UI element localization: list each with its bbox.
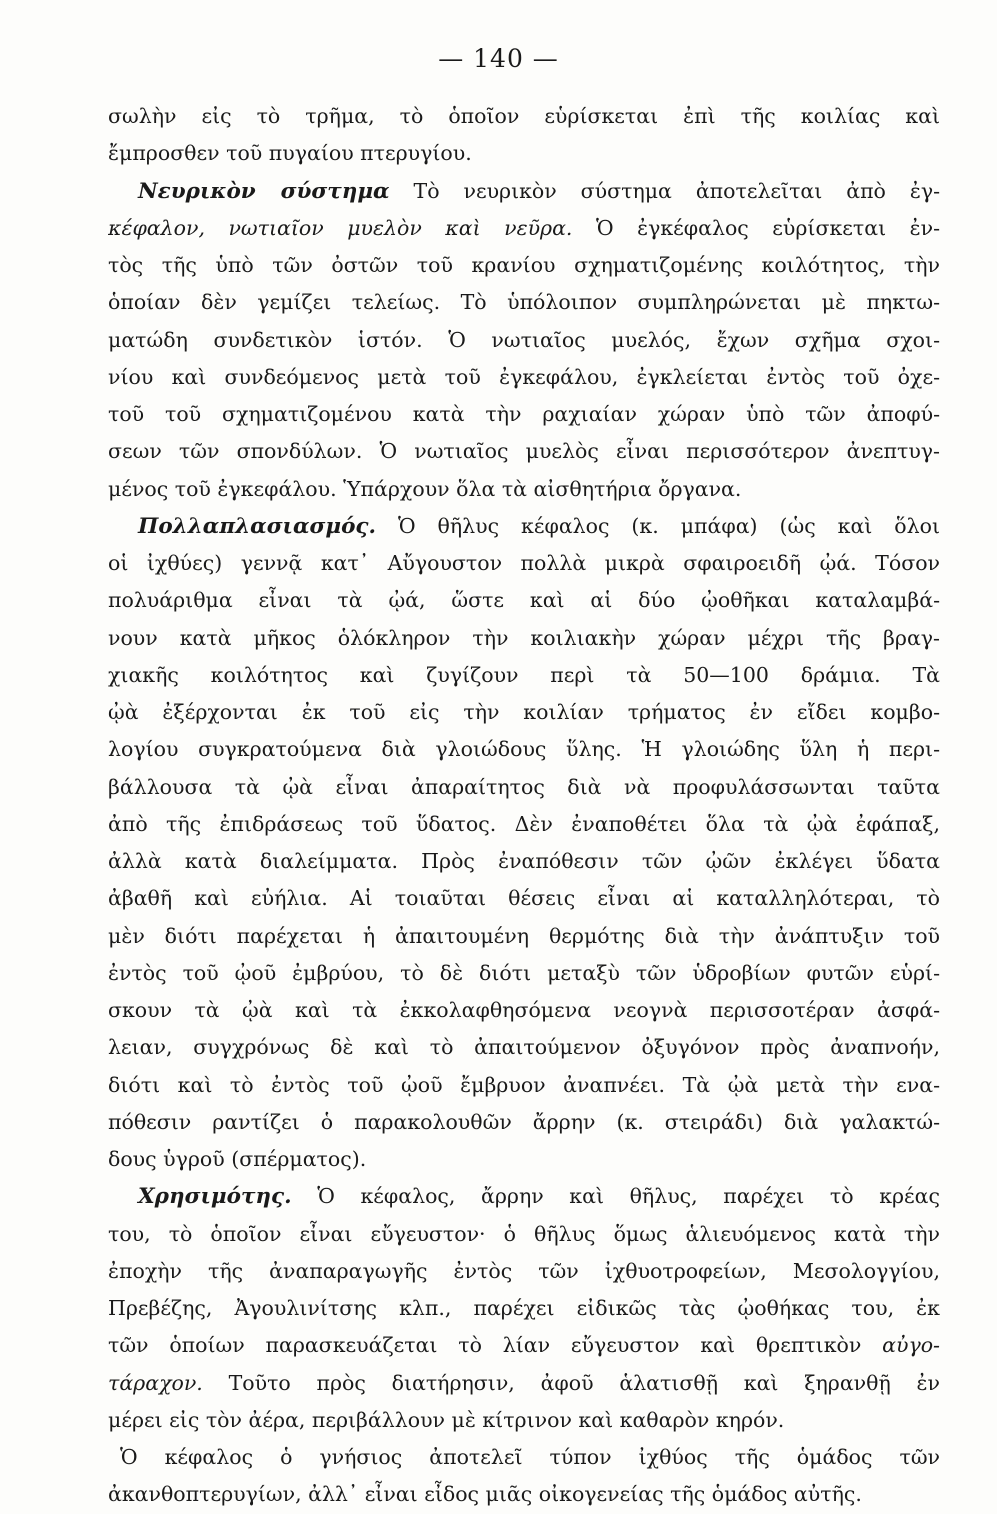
line-text: λογίου συγκρατούμενα διὰ γλοιώδους ὕλης. Ἡ γλοιώδης ὕλη ἡ περι- <box>108 737 940 762</box>
text-line <box>108 582 940 619</box>
line-text: πολυάριθμα εἶναι τὰ ᾠά, ὥστε καὶ αἱ δύο ᾠοθῆκαι καταλαμβά- <box>108 588 940 613</box>
text-line <box>108 210 940 247</box>
text-line <box>108 1029 940 1066</box>
page-number: — 140 — <box>438 44 559 73</box>
text-line <box>108 98 940 135</box>
text-line <box>108 694 940 731</box>
section-heading: Πολλαπλασιασμός. <box>138 513 377 539</box>
section-heading: Νευρικὸν σύστημα <box>138 178 390 204</box>
line-text: οἱ ἰχθύες) γεννᾷ κατ᾽ Αὔγουστον πολλὰ μικρὰ σφαιροειδῆ ᾠά. Τόσον <box>108 551 940 575</box>
line-text: Ὁ θῆλυς κέφαλος (κ. μπάφα) (ὡς καὶ ὅλοι <box>397 513 940 538</box>
text-line <box>108 322 940 359</box>
line-text: σκουν τὰ ᾠὰ καὶ τὰ ἐκκολαφθησόμενα νεογνὰ περισσοτέραν ἀσφά- <box>108 998 940 1022</box>
line-text: σεων τῶν σπονδύλων. Ὁ νωτιαῖος μυελὸς εἶναι περισσότερον ἀνεπτυγ- <box>108 439 940 464</box>
line-text: Τοῦτο πρὸς διατήρησιν, ἀφοῦ ἁλατισθῇ καὶ ξηρανθῇ ἐν <box>228 1370 940 1395</box>
body-text <box>108 98 940 1514</box>
text-line <box>108 284 940 321</box>
text-line <box>108 1476 940 1513</box>
line-text: ἐντὸς τοῦ ᾠοῦ ἐμβρύου, τὸ δὲ διότι μεταξὺ τῶν ὑδροβίων φυτῶν εὑρί- <box>108 960 940 985</box>
text-line <box>108 806 940 843</box>
line-text: τοῦ τοῦ σχηματιζομένου κατὰ τὴν ραχιαίαν χώραν ὑπὸ τῶν ἀποφύ- <box>108 402 940 426</box>
text-line <box>108 1104 940 1141</box>
line-text: ἔμπροσθεν τοῦ πυγαίου πτερυγίου. <box>108 141 472 166</box>
text-line <box>108 396 940 433</box>
text-line <box>108 1178 940 1215</box>
text-line <box>108 955 940 992</box>
line-text: ματώδη συνδετικὸν ἱστόν. Ὁ νωτιαῖος μυελός, ἔχων σχῆμα σχοι- <box>108 327 940 352</box>
line-text: μὲν διότι παρέχεται ἡ ἀπαιτουμένη θερμότης διὰ τὴν ἀνάπτυξιν τοῦ <box>108 923 940 948</box>
line-text: του, τὸ ὁποῖον εἶναι εὔγευστον· ὁ θῆλυς ὅμως ἁλιευόμενος κατὰ τὴν <box>108 1221 940 1246</box>
text-line <box>108 1439 940 1476</box>
line-text: Πρεβέζης, Ἀγουλινίτσης κλπ., παρέχει εἰδικῶς τὰς ᾠοθήκας του, ἐκ <box>108 1296 940 1320</box>
text-line <box>108 359 940 396</box>
line-text: ἐποχὴν τῆς ἀναπαραγωγῆς ἐντὸς τῶν ἰχθυοτροφείων, Μεσολογγίου, <box>108 1258 940 1283</box>
text-line <box>108 1290 940 1327</box>
text-line <box>108 1141 940 1178</box>
line-text: νουν κατὰ μῆκος ὁλόκληρον τὴν κοιλιακὴν χώραν μέχρι τῆς βραγ- <box>108 625 940 650</box>
line-text: βάλλουσα τὰ ᾠὰ εἶναι ἀπαραίτητος διὰ νὰ προφυλάσσωνται ταῦτα <box>108 774 940 799</box>
text-line <box>108 1402 940 1439</box>
line-text: μέρει εἰς τὸν ἀέρα, περιβάλλουν μὲ κίτρινον καὶ καθαρὸν κηρόν. <box>108 1407 785 1432</box>
line-text: Ὁ κέφαλος, ἄρρην καὶ θῆλυς, παρέχει τὸ κρέας <box>317 1184 940 1209</box>
line-text: νίου καὶ συνδεόμενος μετὰ τοῦ ἐγκεφάλου, ἐγκλείεται ἐντὸς τοῦ ὀχε- <box>108 364 940 389</box>
text-line <box>108 880 940 917</box>
text-line <box>108 433 940 470</box>
text-line <box>108 1327 940 1364</box>
text-line <box>108 1253 940 1290</box>
italic-term: αὐγο- <box>882 1333 940 1358</box>
text-line <box>108 173 940 210</box>
line-text: μένος τοῦ ἐγκεφάλου. Ὑπάρχουν ὅλα τὰ αἰσθητήρια ὄργανα. <box>108 476 742 501</box>
line-text: χιακῆς κοιλότητος καὶ ζυγίζουν περὶ τὰ 50—100 δράμια. Τὰ <box>108 662 940 687</box>
line-text: τὸς τῆς ὑπὸ τῶν ὀστῶν τοῦ κρανίου σχηματιζομένης κοιλότητος, τὴν <box>108 253 940 277</box>
line-text: λειαν, συγχρόνως δὲ καὶ τὸ ἀπαιτούμενον ὀξυγόνον πρὸς ἀναπνοήν, <box>108 1035 940 1060</box>
text-line <box>108 918 940 955</box>
line-text: ᾠὰ ἐξέρχονται ἐκ τοῦ εἰς τὴν κοιλίαν τρήματος ἐν εἴδει κομβο- <box>108 700 940 724</box>
text-line <box>108 1216 940 1253</box>
line-text: σωλὴν εἰς τὸ τρῆμα, τὸ ὁποῖον εὑρίσκεται ἐπὶ τῆς κοιλίας καὶ <box>108 104 940 128</box>
line-text: δους ὑγροῦ (σπέρματος). <box>108 1147 367 1171</box>
line-text: ὁποίαν δὲν γεμίζει τελείως. Τὸ ὑπόλοιπον συμπληρώνεται μὲ πηκτω- <box>108 290 940 315</box>
text-line <box>108 508 940 545</box>
text-line <box>108 471 940 508</box>
text-line <box>108 769 940 806</box>
text-line <box>108 657 940 694</box>
text-line <box>108 1365 940 1402</box>
text-line <box>108 135 940 172</box>
line-text: Τὸ νευρικὸν σύστημα ἀποτελεῖται ἀπὸ ἐγ- <box>413 178 940 203</box>
italic-term: τάραχον. <box>108 1370 203 1395</box>
line-text: πόθεσιν ραντίζει ὁ παρακολουθῶν ἄρρην (κ. στειράδι) διὰ γαλακτώ- <box>108 1109 940 1134</box>
line-text: ἀλλὰ κατὰ διαλείμματα. Πρὸς ἐναπόθεσιν τῶν ᾠῶν ἐκλέγει ὕδατα <box>108 849 940 873</box>
text-line <box>108 545 940 582</box>
line-text: Ὁ ἐγκέφαλος εὑρίσκεται ἐν- <box>595 215 940 240</box>
line-text: ἀκανθοπτερυγίων, ἀλλ᾽ εἶναι εἶδος μιᾶς οἰκογενείας τῆς ὁμάδος αὐτῆς. <box>108 1482 862 1507</box>
italic-term: κέφαλον, νωτιαῖον μυελὸν καὶ νεῦρα. <box>108 215 573 240</box>
text-line <box>108 247 940 284</box>
line-text: Ὁ κέφαλος ὁ γνήσιος ἀποτελεῖ τύπον ἰχθύος τῆς ὁμάδος τῶν <box>120 1445 940 1469</box>
line-text: διότι καὶ τὸ ἐντὸς τοῦ ᾠοῦ ἔμβρυον ἀναπνέει. Τὰ ᾠὰ μετὰ τὴν ενα- <box>108 1072 940 1097</box>
line-text: τῶν ὁποίων παρασκευάζεται τὸ λίαν εὔγευστον καὶ θρεπτικὸν <box>108 1333 862 1358</box>
text-line <box>108 731 940 768</box>
section-heading: Χρησιμότης. <box>138 1184 292 1210</box>
text-line <box>108 620 940 657</box>
text-line <box>108 992 940 1029</box>
text-line <box>108 1067 940 1104</box>
line-text: ἀβαθῆ καὶ εὐήλια. Αἱ τοιαῦται θέσεις εἶναι αἱ καταλληλότεραι, τὸ <box>108 886 940 911</box>
text-line <box>108 843 940 880</box>
line-text: ἀπὸ τῆς ἐπιδράσεως τοῦ ὕδατος. Δὲν ἐναποθέτει ὅλα τὰ ᾠὰ ἐφάπαξ, <box>108 811 940 836</box>
